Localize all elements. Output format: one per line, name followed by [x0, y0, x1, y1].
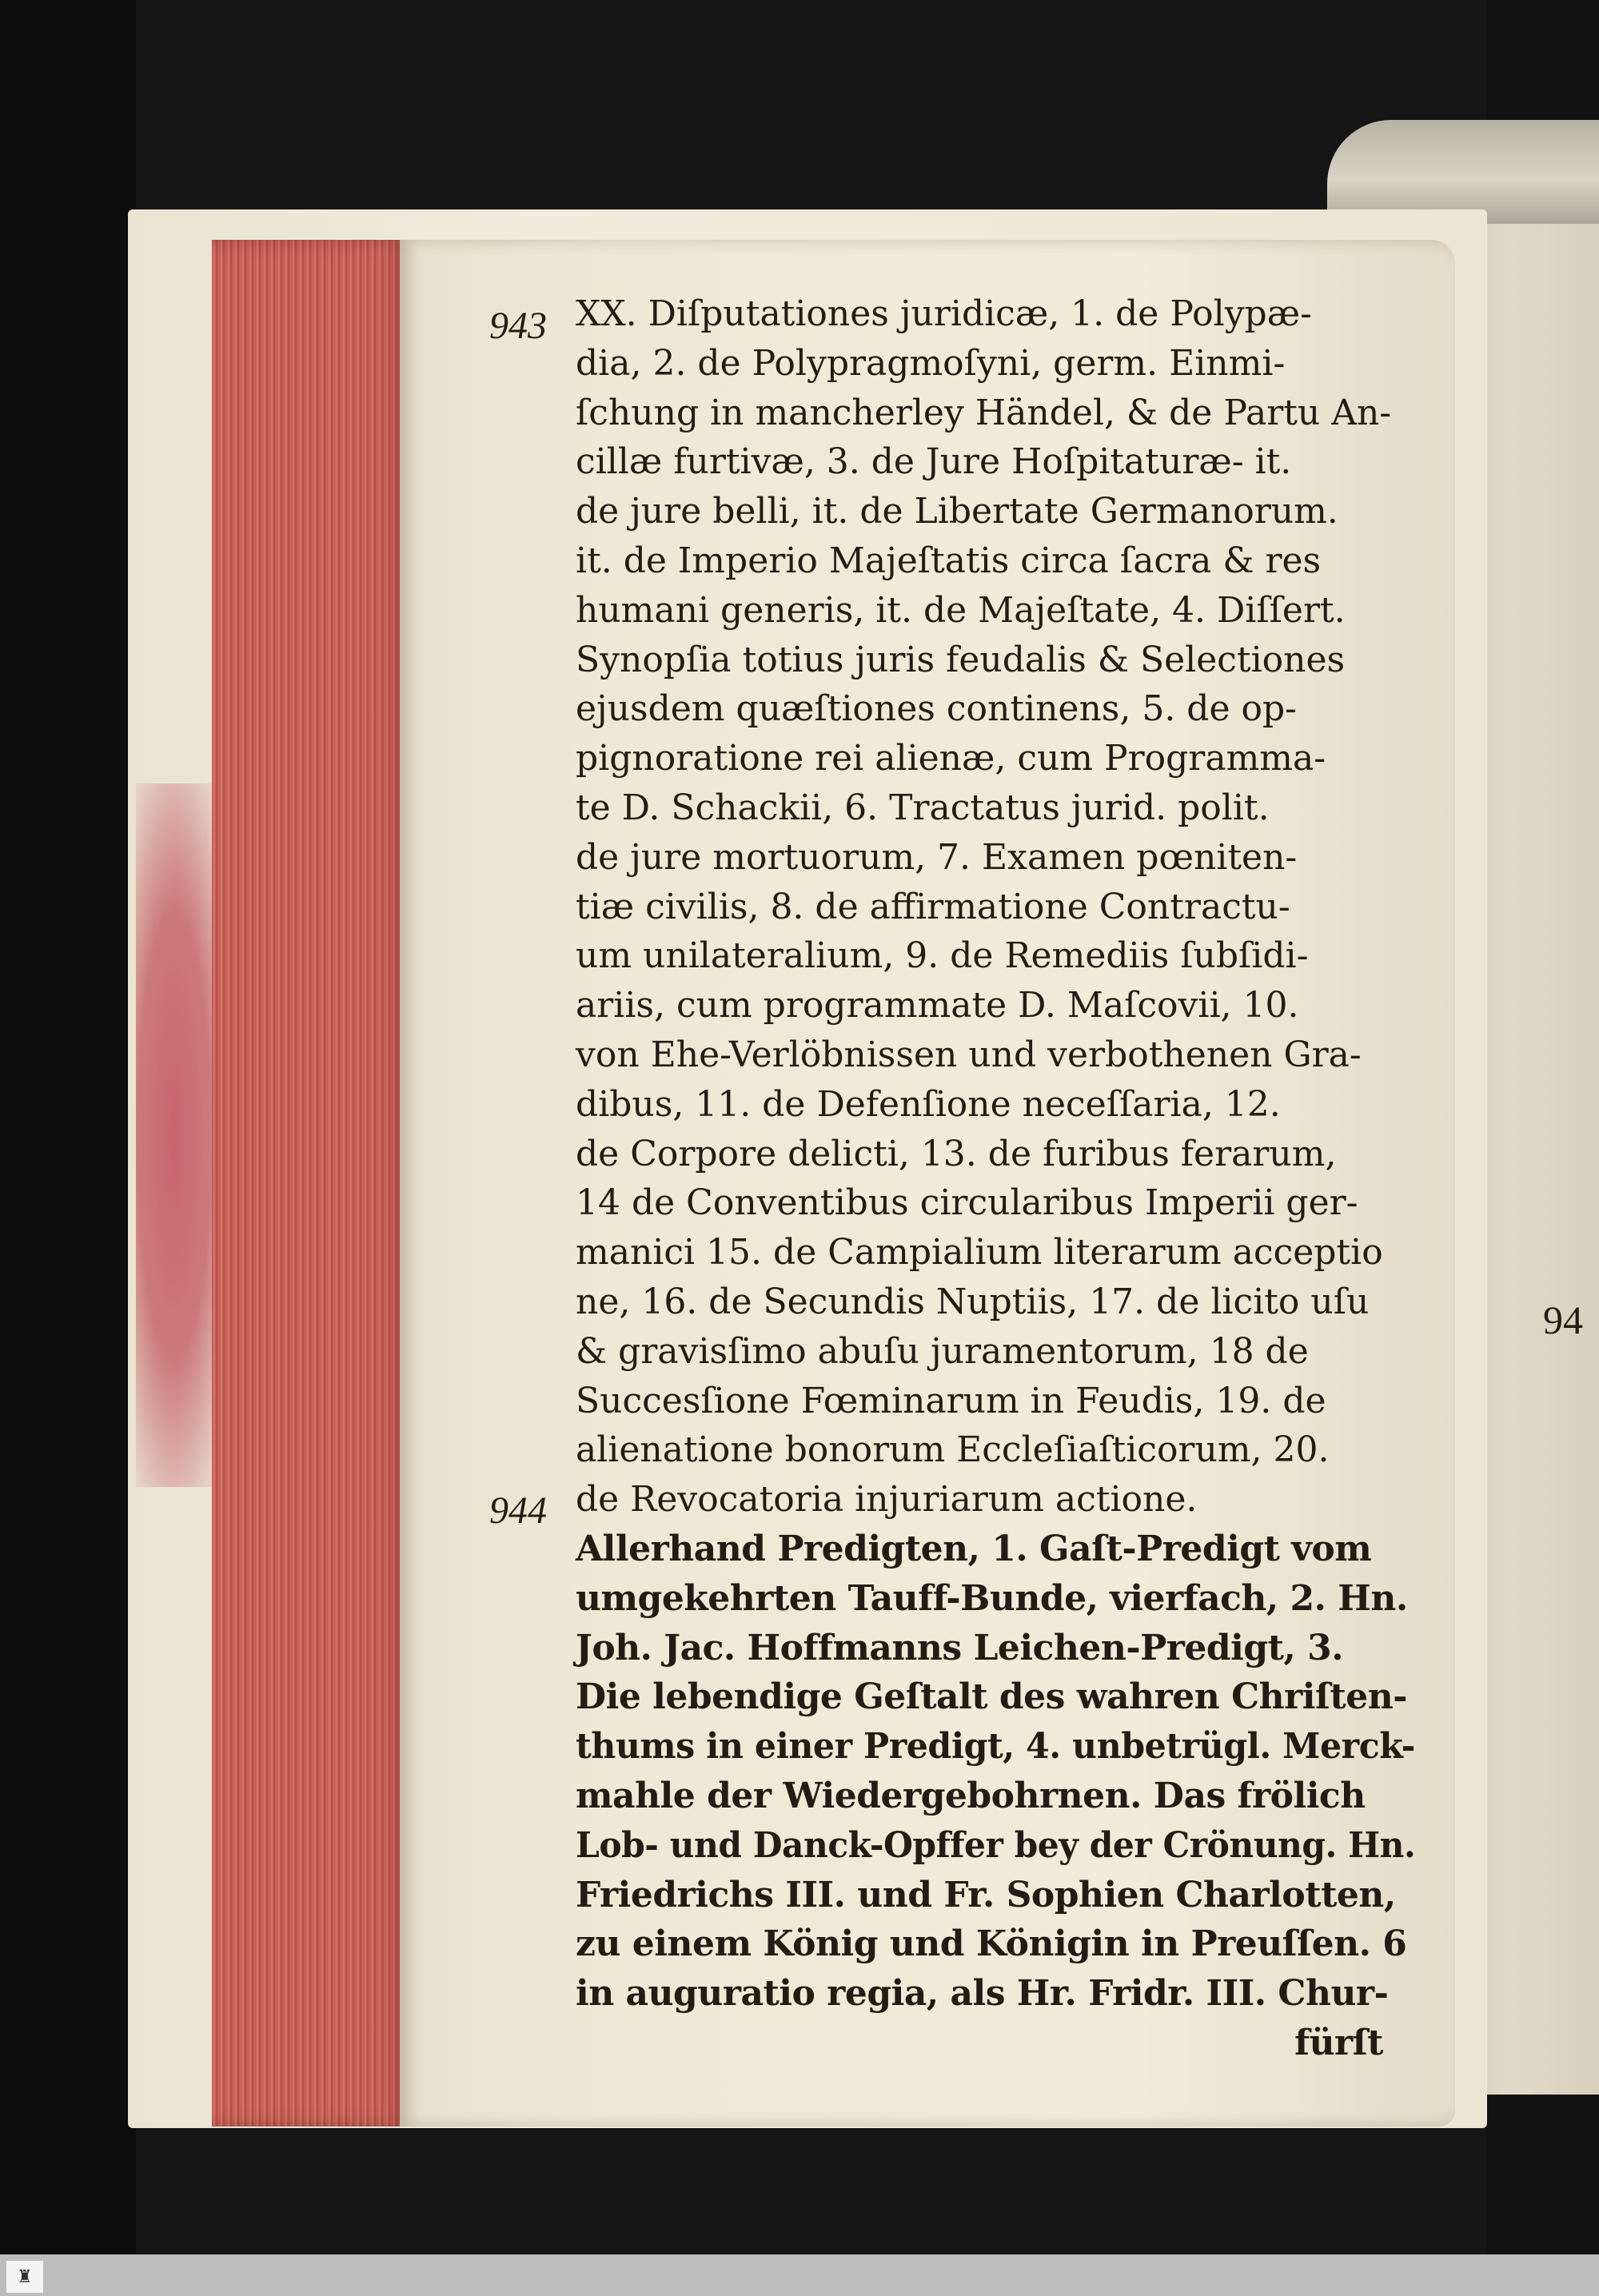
text-line: Succesſione Fœminarum in Feudis, 19. de	[576, 1380, 1326, 1421]
text-line: Joh. Jac. Hoffmanns Leichen-Predigt, 3.	[576, 1627, 1344, 1668]
text-line: te D. Schackii, 6. Tractatus jurid. polit.	[576, 787, 1270, 828]
text-line: um unilateralium, 9. de Remediis ſubſidi-	[576, 935, 1309, 977]
text-line: ne, 16. de Secundis Nuptiis, 17. de licito uſu	[576, 1281, 1370, 1322]
text-line: XX. Diſputationes juridicæ, 1. de Polypæ-	[576, 293, 1312, 334]
marginal-number-944: 944	[489, 1489, 547, 1532]
text-line: in auguratio regia, als Hr. Fridr. III. Chur-	[576, 1973, 1389, 2015]
text-line: ſchung in mancherley Händel, & de Partu An-	[576, 392, 1392, 433]
text-line: Friedrichs III. und Fr. Sophien Charlotten,	[576, 1874, 1396, 1915]
text-line: 14 de Conventibus circularibus Imperii ger-	[576, 1182, 1358, 1224]
text-line: cillæ furtivæ, 3. de Jure Hoſpitaturæ- it.	[576, 441, 1292, 483]
marginal-number-943: 943	[489, 305, 547, 347]
text-line: fürſt	[1294, 2022, 1383, 2063]
text-line: alienatione bonorum Eccleſiaſticorum, 20.	[576, 1429, 1330, 1471]
text-line: dia, 2. de Polypragmoſyni, germ. Einmi-	[576, 342, 1286, 384]
text-line: Synopſia totius juris feudalis & Selectiones	[576, 639, 1346, 680]
text-line: humani generis, it. de Majeſtate, 4. Diſſert.	[576, 589, 1346, 631]
text-line: & gravisſimo abuſu juramentorum, 18 de	[576, 1330, 1309, 1372]
library-logo-icon: ♜	[6, 2261, 43, 2293]
page-text	[576, 289, 1415, 2068]
text-line: de jure belli, it. de Libertate Germanorum.	[576, 491, 1338, 532]
text-line: thums in einer Predigt, 4. unbetrügl. Merck-	[576, 1726, 1415, 1768]
footer-bar	[0, 2254, 1599, 2296]
text-line: von Ehe-Verlöbnissen und verbothenen Gra-	[576, 1034, 1362, 1075]
text-line: ejusdem quæſtiones continens, 5. de op-	[576, 688, 1298, 730]
background-left	[0, 0, 136, 2254]
text-line: de Corpore delicti, 13. de furibus ferarum,	[576, 1133, 1337, 1174]
text-line: ariis, cum programmate D. Maſcovii, 10.	[576, 985, 1299, 1026]
text-line: tiæ civilis, 8. de affirmatione Contractu-	[576, 886, 1290, 927]
text-line: umgekehrten Tauff-Bunde, vierfach, 2. Hn.	[576, 1577, 1408, 1619]
text-line: de jure mortuorum, 7. Examen pœniten-	[576, 836, 1298, 878]
text-line: pignoratione rei alienæ, cum Programma-	[576, 738, 1326, 779]
text-line: dibus, 11. de Defenſione neceſſaria, 12.	[576, 1083, 1281, 1125]
red-page-edges	[212, 240, 412, 2127]
text-line: Allerhand Predigten, 1. Gaſt-Predigt vom	[576, 1528, 1372, 1569]
text-line: it. de Imperio Majeſtatis circa ſacra & res	[576, 540, 1322, 581]
text-line: Die lebendige Geſtalt des wahren Chriſten-	[576, 1676, 1408, 1718]
text-line: de Revocatoria injuriarum actione.	[576, 1479, 1198, 1521]
text-line: mahle der Wiedergebohrnen. Das frölich	[576, 1775, 1366, 1816]
text-line: manici 15. de Campialium literarum acceptio	[576, 1232, 1383, 1274]
text-line: zu einem König und Königin in Preuſſen. 6	[576, 1923, 1407, 1965]
facing-page-number: 94	[1543, 1297, 1583, 1342]
text-line: Lob- und Danck-Opffer bey der Crönung. Hn.	[576, 1824, 1416, 1866]
